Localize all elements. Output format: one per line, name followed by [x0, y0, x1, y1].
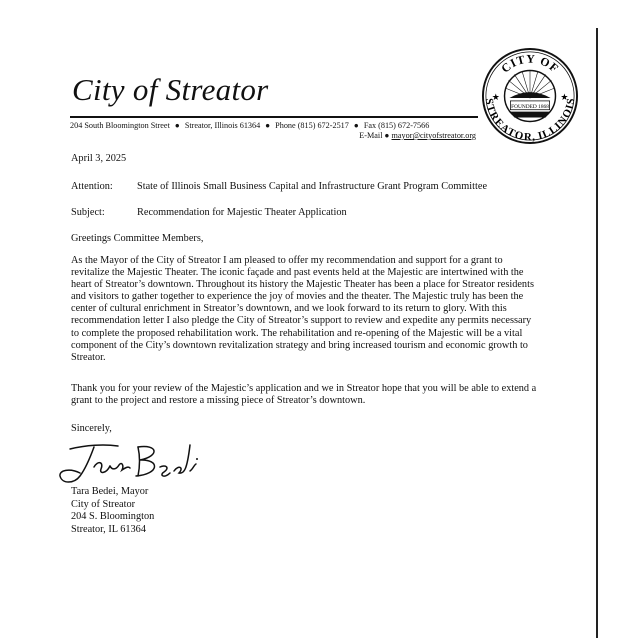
handwritten-signature: [56, 440, 206, 486]
email-link[interactable]: mayor@cityofstreator.org: [391, 131, 476, 140]
subject-value: Recommendation for Majestic Theater Application: [137, 207, 347, 218]
letterhead-address: [70, 121, 478, 130]
bullet-icon: ●: [384, 131, 390, 140]
seal-top-text: CITY OF: [498, 52, 562, 76]
attention-label: Attention:: [71, 181, 113, 192]
letterhead-title: City of Streator: [72, 72, 269, 107]
city-seal: [481, 47, 579, 145]
address-city: Streator, Illinois 61364: [184, 121, 261, 130]
attention-value: State of Illinois Small Business Capital and Infrastructure Grant Program Committee: [137, 181, 488, 192]
bullet-icon: ●: [353, 121, 359, 130]
page-edge-line: [596, 28, 598, 638]
address-street: 204 South Bloomington Street: [70, 121, 170, 130]
address-phone: Phone (815) 672-2517: [275, 121, 349, 130]
address-fax: Fax (815) 672-7566: [363, 121, 430, 130]
letterhead-rule: [70, 116, 478, 118]
signature-block: [71, 486, 154, 536]
subject-label: Subject:: [71, 207, 105, 218]
closing: Sincerely,: [71, 423, 112, 434]
bullet-icon: ●: [265, 121, 271, 130]
signer-name: Tara Bedei, Mayor: [71, 486, 149, 497]
email-label: E-Mail: [359, 131, 383, 140]
star-icon: ★: [560, 91, 569, 102]
star-icon: ★: [491, 91, 500, 102]
letter-date: April 3, 2025: [71, 153, 127, 164]
body-paragraph: Thank you for your review of the Majestic’s application and we in Streator hope that you will be able to extend a grant to the project and restore a missing piece of Streator’s downtown.: [71, 383, 537, 407]
signer-street: 204 S. Bloomington: [71, 511, 155, 523]
signer-city: Streator, IL 61364: [71, 523, 146, 535]
bullet-icon: ●: [174, 121, 180, 130]
body-paragraph: As the Mayor of the City of Streator I am pleased to offer my recommendation and support for a grant to revitalize the Majestic Theater. The iconic façade and past events held at the Majestic are intertwined with the heart of Streator’s downtown. Throughout its history the Majestic Theater has been a place for Streator residents and visitors to gather together to experience the joy of movies and the theater. The Majestic truly has been the center of cultural enrichment in Streator’s downtown, and we look forward to its return to glory. With this recommendation letter I also pledge the City of Streator’s support to review and expedite any permits necessary to complete the proposed rehabilitation work. The rehabilitation and re-opening of the Majestic will be a vital component of the City’s downtown revitalization strategy and bring increased tourism and economic growth to Streator.: [71, 255, 534, 363]
signer-org: City of Streator: [71, 498, 136, 510]
greeting: Greetings Committee Members,: [71, 233, 204, 244]
seal-founded: FOUNDED 1868: [511, 103, 549, 110]
letterhead-email: [320, 131, 476, 140]
seal-bottom-text: STREATOR, ILLINOIS: [482, 97, 578, 144]
